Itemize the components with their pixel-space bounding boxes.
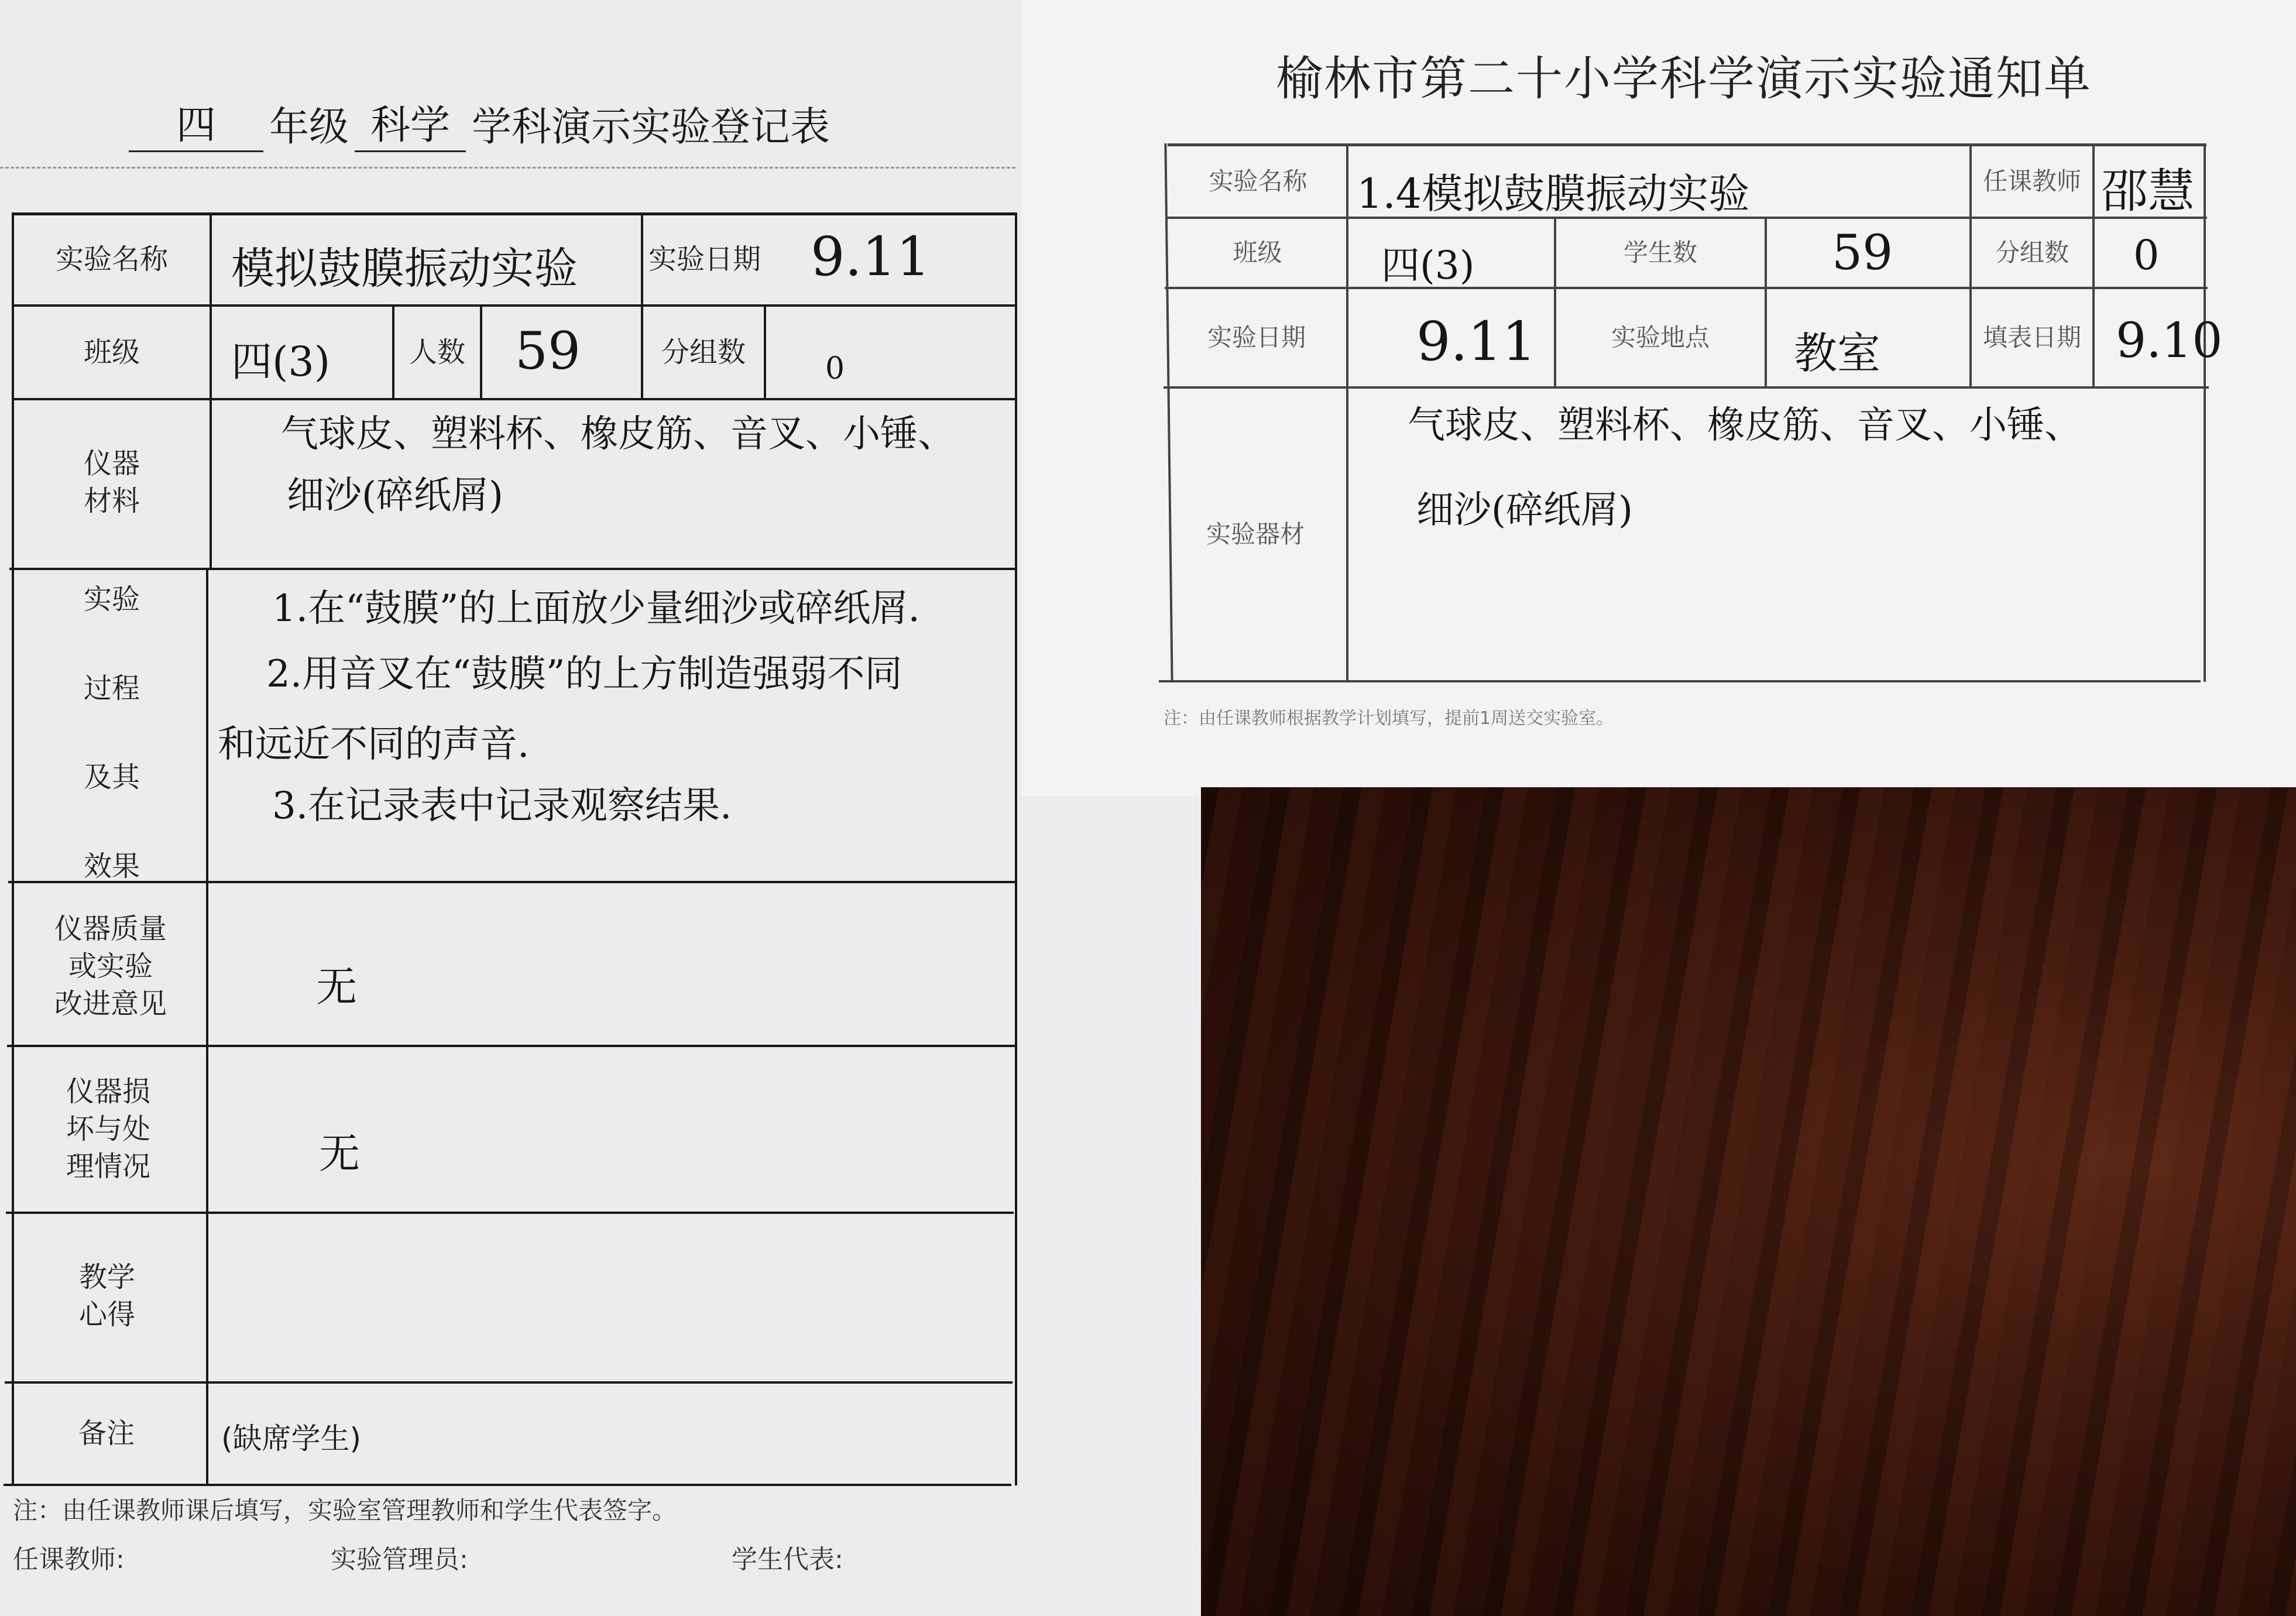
label-insight-line: 教学 (78, 1261, 135, 1294)
label-damage-line: 仪器损 (66, 1075, 150, 1108)
value-damage: 无 (319, 1130, 360, 1178)
label-quality (14, 910, 207, 1023)
label-experiment-name: 实验名称 (55, 243, 168, 276)
label-damage-line: 理情况 (66, 1150, 150, 1183)
r-value-materials-line2: 细沙(碎纸屑) (1416, 489, 1633, 532)
label-remarks: 备注 (78, 1417, 135, 1450)
value-count: 59 (515, 321, 581, 381)
r-value-class: 四(3) (1381, 243, 1475, 288)
label-process (14, 577, 210, 884)
label-materials (14, 445, 210, 520)
grade-suffix: 年级 (269, 104, 349, 150)
value-experiment-date: 9.11 (811, 225, 931, 288)
r-value-experiment-name: 1.4模拟鼓膜振动实验 (1357, 170, 1750, 218)
label-experiment-date: 实验日期 (648, 243, 761, 276)
sign-teacher: 任课教师: (13, 1545, 125, 1574)
r-label-location: 实验地点 (1611, 322, 1710, 352)
r-label-groups: 分组数 (1995, 238, 2069, 267)
r-value-students: 59 (1832, 225, 1893, 281)
label-insight (9, 1258, 205, 1333)
r-value-experiment-date: 9.11 (1416, 310, 1536, 373)
perforation-line (0, 167, 1015, 169)
r-value-fill-date: 9.10 (2116, 313, 2223, 369)
label-quality-line: 或实验 (68, 950, 153, 983)
r-value-teacher: 邵慧 (2101, 164, 2195, 218)
right-table-border-right (2204, 143, 2206, 682)
label-damage (12, 1073, 205, 1185)
value-process-line4: 3.在记录表中记录观察结果. (272, 784, 732, 828)
value-remarks: (缺席学生) (221, 1422, 362, 1456)
label-materials-line: 仪器 (83, 447, 140, 480)
value-process-line1: 1.在“鼓膜”的上面放少量细沙或碎纸屑. (272, 587, 920, 630)
table-border-right (1015, 212, 1017, 1485)
label-process-line: 实验 (83, 583, 140, 616)
r-label-students: 学生数 (1623, 238, 1697, 267)
r-label-materials: 实验器材 (1206, 519, 1305, 548)
value-class: 四(3) (231, 338, 331, 386)
title-rest: 学科演示实验登记表 (472, 104, 830, 150)
r-label-experiment-name: 实验名称 (1209, 166, 1307, 195)
r-value-groups: 0 (2133, 231, 2160, 279)
value-process-line2: 2.用音叉在“鼓膜”的上方制造强弱不同 (266, 653, 902, 696)
value-materials-line1: 气球皮、塑料杯、橡皮筋、音叉、小锤、 (281, 413, 955, 456)
label-process-line: 及其 (83, 761, 140, 794)
wood-table (1201, 787, 2296, 1616)
label-process-line: 过程 (83, 672, 140, 705)
value-materials-line2: 细沙(碎纸屑) (287, 474, 503, 517)
right-form-title: 榆林市第二十小学科学演示实验通知单 (1276, 52, 2092, 106)
label-process-line: 效果 (83, 850, 140, 883)
label-quality-line: 改进意见 (54, 987, 167, 1020)
left-footer-note: 注：由任课教师课后填写，实验室管理教师和学生代表签字。 (13, 1496, 677, 1525)
r-label-class: 班级 (1233, 238, 1282, 267)
right-table-border-bottom (1159, 680, 2201, 682)
r-label-fill-date: 填表日期 (1982, 322, 2081, 352)
label-quality-line: 仪器质量 (54, 912, 167, 945)
label-class: 班级 (83, 335, 140, 369)
label-groups: 分组数 (661, 335, 746, 369)
grade-blank: 四 (129, 94, 263, 152)
r-value-materials-line1: 气球皮、塑料杯、橡皮筋、音叉、小锤、 (1408, 404, 2082, 447)
r-label-teacher: 任课教师 (1982, 166, 2081, 195)
sign-student-rep: 学生代表: (732, 1545, 843, 1574)
table-border-bottom (4, 1484, 1011, 1486)
left-form-title (129, 88, 913, 152)
right-footer-note: 注：由任课教师根据教学计划填写，提前1周送交实验室。 (1164, 708, 1614, 729)
r-value-location: 教室 (1794, 328, 1880, 379)
sign-lab-manager: 实验管理员: (331, 1545, 468, 1574)
r-label-experiment-date: 实验日期 (1207, 322, 1306, 352)
label-count: 人数 (409, 335, 465, 369)
value-experiment-name: 模拟鼓膜振动实验 (231, 243, 578, 294)
label-insight-line: 心得 (78, 1298, 135, 1331)
label-damage-line: 坏与处 (66, 1113, 150, 1145)
value-process-line3: 和远近不同的声音. (218, 723, 530, 766)
value-quality: 无 (316, 963, 357, 1011)
subject-blank: 科学 (355, 94, 466, 152)
value-groups: 0 (825, 351, 845, 386)
label-materials-line: 材料 (83, 485, 140, 517)
